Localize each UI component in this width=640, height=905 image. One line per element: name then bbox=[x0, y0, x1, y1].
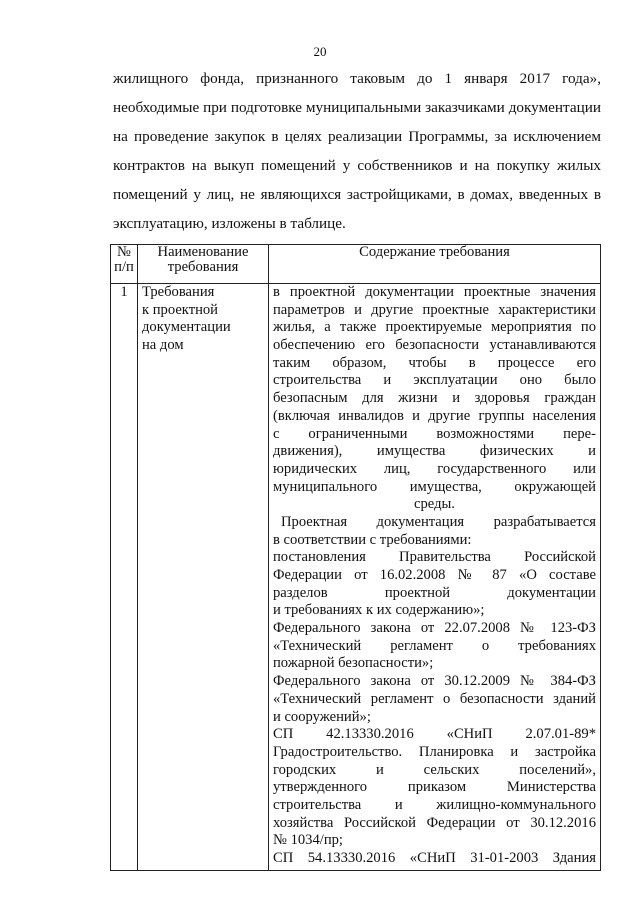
intro-line: жилищного фонда, признанного таковым до 1 января 2017 года», bbox=[113, 70, 601, 87]
row-name-line: к проектной bbox=[142, 301, 218, 318]
intro-line: необходимые при подготовке муниципальными заказчиками документации bbox=[113, 99, 601, 116]
row-content bbox=[269, 284, 601, 871]
row-name-line: Требования bbox=[142, 284, 215, 300]
row-number: 1 bbox=[111, 284, 138, 871]
content-line: таким образом, чтобы в процессе его bbox=[273, 354, 596, 371]
content-line: пожарной безопасности»; bbox=[273, 655, 434, 672]
content-line: параметров и другие проектные характеристики bbox=[273, 301, 596, 318]
intro-line: эксплуатацию, изложены в таблице. bbox=[113, 215, 346, 232]
page-number: 20 bbox=[313, 44, 327, 59]
content-line: и требованиях к их содержанию»; bbox=[273, 602, 485, 619]
row-name-line: документации bbox=[142, 319, 231, 336]
content-line: СП 42.13330.2016 «СНиП 2.07.01-89* bbox=[273, 726, 596, 743]
content-line: постановления Правительства Российской bbox=[273, 549, 596, 566]
content-line: разделов проектной документации bbox=[273, 584, 596, 601]
row-name-line: на дом bbox=[142, 337, 184, 354]
content-line: хозяйства Российской Федерации от 30.12.2016 bbox=[273, 814, 596, 831]
table-row bbox=[111, 284, 601, 871]
header-name: Наименование требования bbox=[138, 245, 269, 284]
header-num: № п/п bbox=[111, 245, 138, 284]
content-line: Федерального закона от 22.07.2008 № 123-ФЗ bbox=[273, 620, 596, 637]
intro-line: на проведение закупок в целях реализации Программы, за исключением bbox=[113, 128, 601, 145]
content-line: № 1034/пр; bbox=[273, 832, 343, 849]
intro-line: помещений у лиц, не являющихся застройщиками, в домах, введенных в bbox=[113, 186, 601, 203]
content-line: в соответствии с требованиями: bbox=[273, 531, 472, 548]
content-line: безопасным для жизни и здоровья граждан bbox=[273, 390, 596, 407]
row-name bbox=[138, 284, 269, 871]
content-line: с ограниченными возможностями пере- bbox=[273, 425, 596, 442]
content-line: строительства и эксплуатации оно было bbox=[273, 372, 596, 389]
content-line: строительства и жилищно-коммунального bbox=[273, 796, 596, 813]
intro-line: контрактов на выкуп помещений у собственников и на покупку жилых bbox=[113, 157, 601, 174]
content-line: (включая инвалидов и другие группы населения bbox=[273, 407, 596, 424]
content-line: Федерального закона от 30.12.2009 № 384-ФЗ bbox=[273, 673, 596, 690]
content-line: юридических лиц, государственного или bbox=[273, 460, 596, 477]
content-line: Федерации от 16.02.2008 № 87 «О составе bbox=[273, 567, 596, 583]
content-line: жилья, а также проектируемые мероприятия по bbox=[273, 319, 596, 336]
content-line: утвержденного приказом Министерства bbox=[273, 779, 596, 796]
content-line: и сооружений»; bbox=[273, 708, 371, 725]
content-line: Градостроительство. Планировка и застройка bbox=[273, 743, 596, 760]
content-line: «Технический регламент о безопасности зданий bbox=[273, 690, 596, 707]
content-line: «Технический регламент о требованиях bbox=[273, 637, 596, 654]
content-line: в проектной документации проектные значения bbox=[273, 284, 596, 300]
content-line: движения), имущества физических и bbox=[273, 443, 596, 460]
content-line: среды. bbox=[414, 496, 455, 513]
header-content: Содержание требования bbox=[269, 245, 601, 284]
content-line: обеспечению его безопасности устанавливаются bbox=[273, 337, 596, 354]
table-header-row bbox=[111, 245, 601, 284]
content-line: СП 54.13330.2016 «СНиП 31-01-2003 Здания bbox=[273, 850, 596, 866]
intro-paragraph bbox=[113, 64, 601, 238]
requirements-table bbox=[110, 244, 601, 871]
content-line: городских и сельских поселений», bbox=[273, 761, 596, 778]
content-line: Проектная документация разрабатывается bbox=[281, 513, 596, 530]
content-line: муниципального имущества, окружающей bbox=[273, 478, 596, 495]
